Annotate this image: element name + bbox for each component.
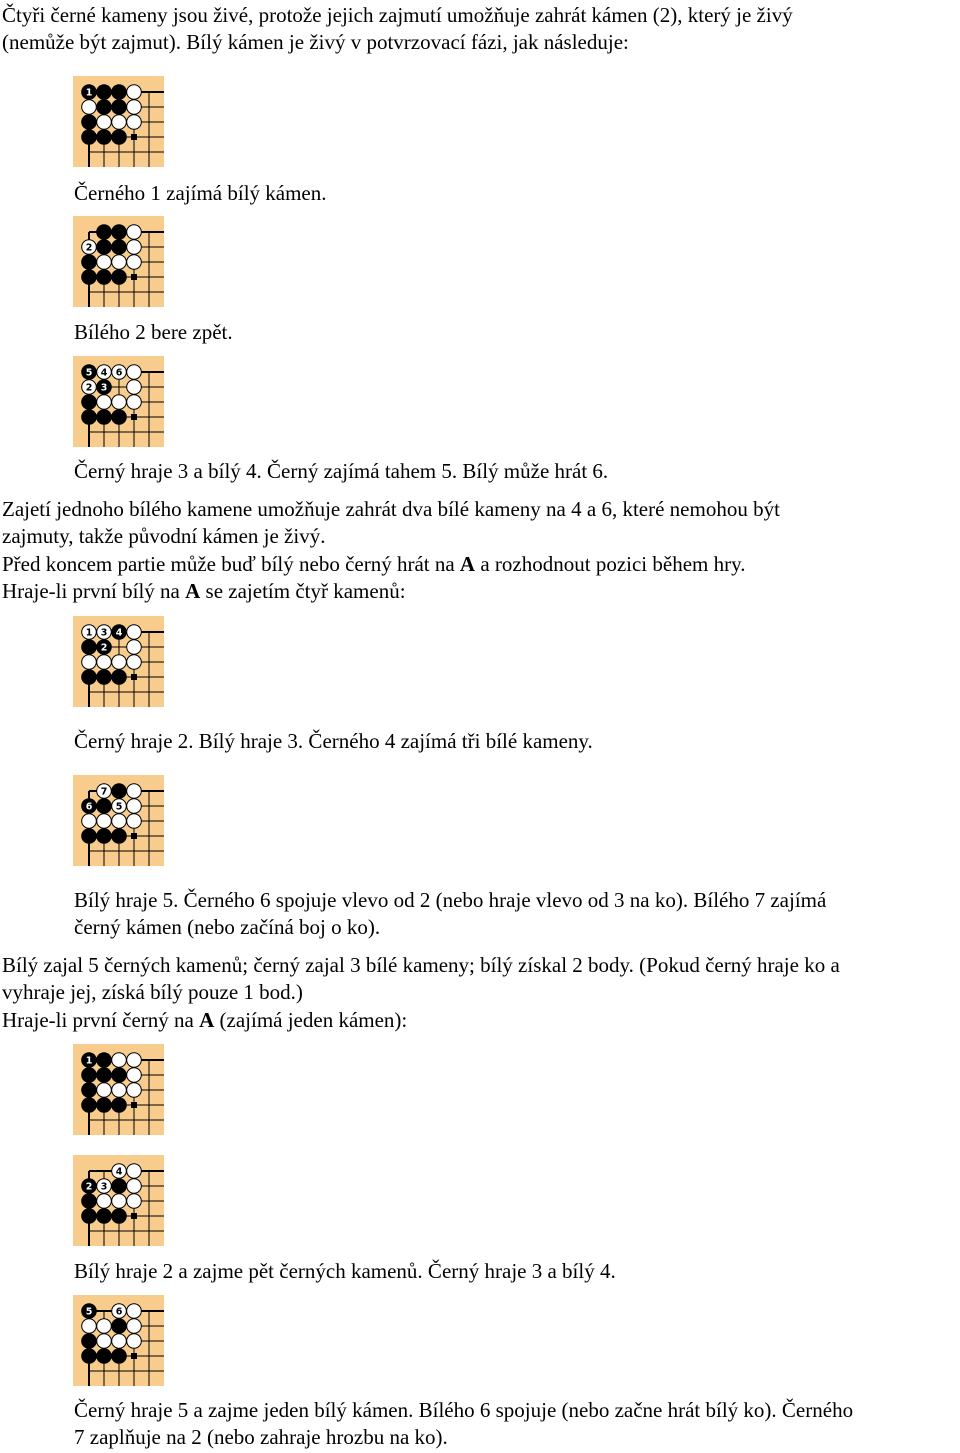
black-stone [82,829,97,844]
black-stone [97,1053,112,1068]
go-board [73,1295,164,1386]
white-stone [127,255,142,270]
move-number: 1 [85,1055,93,1067]
point-marker [131,414,137,420]
point-marker [131,1102,137,1108]
white-stone [127,1319,142,1334]
white-stone [127,365,142,380]
go-diagram-7 [73,1155,164,1246]
white-stone [127,1179,142,1194]
paragraph-white-first: Hraje-li první bílý na A se zajetím čtyř kamenů: [2,579,406,603]
go-board [73,216,164,307]
white-stone [112,1053,127,1068]
move-number: 5 [85,1306,93,1318]
caption-6: Bílý hraje 2 a zajme pět černých kamenů. Černý hraje 3 a bílý 4. [74,1259,616,1283]
white-stone [112,1083,127,1098]
white-stone [112,395,127,410]
white-stone [127,1304,142,1319]
move-number: 7 [100,786,108,798]
move-number: 1 [85,87,93,99]
white-stone [97,1194,112,1209]
move-number: 2 [85,242,93,254]
move-number: 5 [85,367,93,379]
black-stone [97,225,112,240]
go-board [73,76,164,167]
white-stone [112,1334,127,1349]
black-stone [97,799,112,814]
go-board [73,775,164,866]
black-stone [82,1334,97,1349]
white-stone [127,1053,142,1068]
black-stone [97,100,112,115]
white-stone [82,814,97,829]
move-number: 3 [100,627,108,639]
white-stone [127,1194,142,1209]
white-stone [112,814,127,829]
black-stone [112,225,127,240]
white-stone [97,814,112,829]
caption-5: Bílý hraje 5. Černého 6 spojuje vlevo od 2 (nebo hraje vlevo od 3 na ko). Bílého 7 zajímá černý kámen (nebo začíná boj o ko). [74,888,827,939]
black-stone [82,1194,97,1209]
black-stone [112,784,127,799]
go-diagram-2 [73,216,164,307]
move-number: 4 [115,627,123,639]
black-stone [82,640,97,655]
black-stone [112,1098,127,1113]
point-a-label: A [185,579,201,603]
move-number: 6 [115,1306,123,1318]
black-stone [97,240,112,255]
move-number: 4 [100,367,108,379]
white-stone [127,784,142,799]
go-diagram-8 [73,1295,164,1386]
move-number: 2 [85,382,93,394]
white-stone [127,1083,142,1098]
black-stone [112,1179,127,1194]
move-number: 1 [85,627,93,639]
black-stone [97,670,112,685]
point-a-label: A [459,552,476,576]
white-stone [127,625,142,640]
black-stone [112,85,127,100]
go-board [73,616,164,707]
black-stone [97,85,112,100]
black-stone [82,1068,97,1083]
black-stone [112,270,127,285]
move-number: 2 [85,1181,93,1193]
go-board [73,1044,164,1135]
move-number: 5 [115,801,123,813]
paragraph-capture-explanation: Zajetí jednoho bílého kamene umožňuje zahrát dva bílé kameny na 4 a 6, které nemohou být zajmuty, takže původní kámen je živý. [2,497,780,548]
white-stone [127,799,142,814]
white-stone [127,115,142,130]
white-stone [82,1319,97,1334]
white-stone [127,1334,142,1349]
move-number: 4 [115,1166,123,1178]
paragraph-intro: Čtyři černé kameny jsou živé, protože jejich zajmutí umožňuje zahrát kámen (2), který je živý (nemůže být zajmut). Bílý kámen je živý v potvrzovací fázi, jak následuje: [2,3,793,54]
black-stone [97,270,112,285]
white-stone [127,395,142,410]
black-stone [112,1319,127,1334]
white-stone [112,655,127,670]
black-stone [112,1349,127,1364]
black-stone [82,1083,97,1098]
black-stone [112,1209,127,1224]
black-stone [82,255,97,270]
black-stone [112,100,127,115]
caption-2: Bílého 2 bere zpět. [74,320,233,344]
go-diagram-1 [73,76,164,167]
point-marker [131,674,137,680]
white-stone [127,380,142,395]
white-stone [97,1083,112,1098]
white-stone [127,240,142,255]
white-stone [97,655,112,670]
black-stone [112,1068,127,1083]
black-stone [82,395,97,410]
white-stone [97,255,112,270]
white-stone [127,100,142,115]
caption-7: Černý hraje 5 a zajme jeden bílý kámen. Bílého 6 spojuje (nebo začne hrát bílý ko). Černého 7 zaplňuje na 2 (nebo zahraje hrozbu na ko). [74,1398,854,1449]
point-a-label: A [199,1008,215,1032]
point-marker [131,833,137,839]
white-stone [127,640,142,655]
move-number: 6 [85,801,93,813]
black-stone [82,130,97,145]
black-stone [112,829,127,844]
white-stone [127,655,142,670]
go-diagram-6 [73,1044,164,1135]
go-board [73,1155,164,1246]
go-diagram-3 [73,356,164,447]
white-stone [97,115,112,130]
go-diagram-4 [73,616,164,707]
white-stone [97,395,112,410]
black-stone [97,1068,112,1083]
point-marker [131,1353,137,1359]
black-stone [112,240,127,255]
black-stone [82,410,97,425]
paragraph-end-of-game: Před koncem partie může buď bílý nebo černý hrát na A a rozhodnout pozici během hry. [2,552,746,576]
white-stone [127,1164,142,1179]
black-stone [82,1098,97,1113]
paragraph-result: Bílý zajal 5 černých kamenů; černý zajal 3 bílé kameny; bílý získal 2 body. (Pokud černý hraje ko a vyhraje jej, získá bílý pouze 1 bod.) [2,953,840,1004]
white-stone [112,255,127,270]
move-number: 3 [100,382,108,394]
black-stone [82,270,97,285]
white-stone [127,225,142,240]
white-stone [112,1194,127,1209]
point-marker [131,1213,137,1219]
black-stone [97,1209,112,1224]
paragraph-black-first: Hraje-li první černý na A (zajímá jeden kámen): [2,1008,408,1032]
black-stone [112,670,127,685]
go-board [73,356,164,447]
black-stone [112,130,127,145]
white-stone [97,1334,112,1349]
caption-3: Černý hraje 3 a bílý 4. Černý zajímá tahem 5. Bílý může hrát 6. [74,459,609,483]
white-stone [82,100,97,115]
black-stone [97,410,112,425]
black-stone [82,115,97,130]
black-stone [97,1098,112,1113]
move-number: 6 [115,367,123,379]
white-stone [82,655,97,670]
white-stone [127,1068,142,1083]
black-stone [97,829,112,844]
black-stone [97,1349,112,1364]
move-number: 3 [100,1181,108,1193]
caption-4: Černý hraje 2. Bílý hraje 3. Černého 4 zajímá tři bílé kameny. [74,729,593,753]
black-stone [82,1349,97,1364]
move-number: 2 [100,642,108,654]
point-marker [131,274,137,280]
black-stone [112,410,127,425]
white-stone [127,814,142,829]
white-stone [97,1319,112,1334]
white-stone [112,115,127,130]
point-marker [131,134,137,140]
white-stone [127,85,142,100]
black-stone [97,130,112,145]
go-diagram-5 [73,775,164,866]
caption-1: Černého 1 zajímá bílý kámen. [74,181,327,205]
black-stone [82,1209,97,1224]
black-stone [82,670,97,685]
